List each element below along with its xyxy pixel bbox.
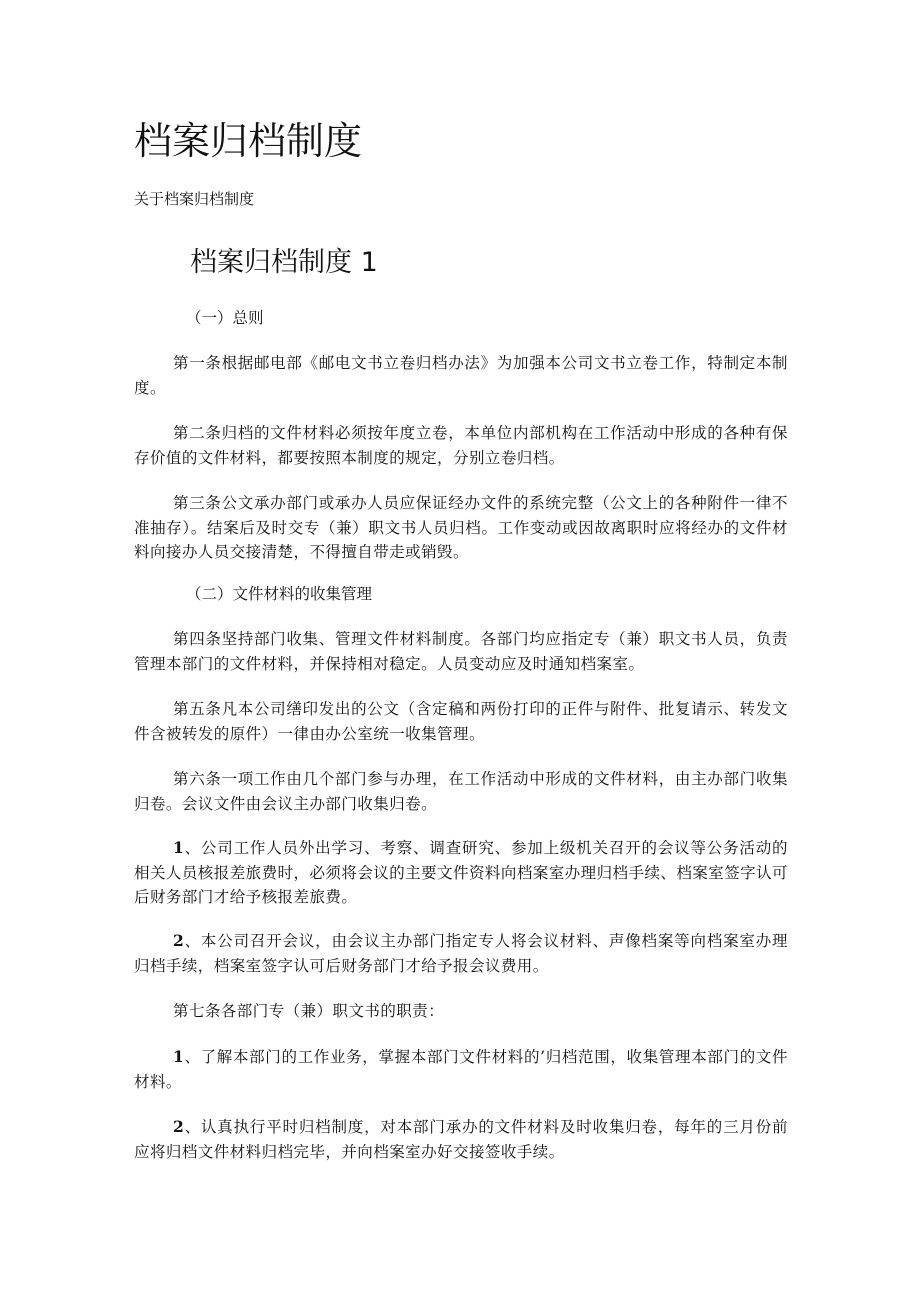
item-number: 2 — [173, 1117, 185, 1136]
paragraph-article-6: 第六条一项工作由几个部门参与办理，在工作活动中形成的文件材料，由主办部门收集归卷。会议文件由会议主办部门收集归卷。 — [134, 770, 788, 813]
paragraph-article-2: 第二条归档的文件材料必须按年度立卷，本单位内部机构在工作活动中形成的各种有保存价值的文件材料，都要按照本制度的规定，分别立卷归档。 — [134, 424, 788, 467]
document-subtitle: 关于档案归档制度 — [134, 190, 255, 208]
item-text: 、公司工作人员外出学习、考察、调查研究、参加上级机关召开的会议等公务活动的相关人员核报差旅费时，必须将会议的主要文件资料向档案室办理归档手续、档案室签字认可后财务部门才给予核报差旅费。 — [134, 839, 788, 906]
paragraph-article-6-item-2 — [134, 929, 788, 978]
item-number: 1 — [173, 838, 185, 857]
item-text: 、认真执行平时归档制度，对本部门承办的文件材料及时收集归卷，每年的三月份前应将归档文件材料归档完毕，并向档案室办好交接签收手续。 — [134, 1118, 788, 1161]
paragraph-article-7-item-1 — [134, 1045, 788, 1094]
paragraph-article-3: 第三条公文承办部门或承办人员应保证经办文件的系统完整（公文上的各种附件一律不准抽存）。结案后及时交专（兼）职文书人员归档。工作变动或因故离职时应将经办的文件材料向接办人员交接清楚，不得擅自带走或销毁。 — [134, 494, 788, 561]
paragraph-article-1: 第一条根据邮电部《邮电文书立卷归档办法》为加强本公司文书立卷工作，特制定本制度。 — [134, 354, 788, 397]
sub-heading-collection: （二）文件材料的收集管理 — [186, 585, 373, 603]
paragraph-article-5: 第五条凡本公司缮印发出的公文（含定稿和两份打印的正件与附件、批复请示、转发文件含被转发的原件）一律由办公室统一收集管理。 — [134, 700, 788, 743]
paragraph-article-7-item-2 — [134, 1115, 788, 1164]
item-text: 、了解本部门的工作业务，掌握本部门文件材料的’归档范围，收集管理本部门的文件材料。 — [134, 1048, 788, 1091]
sub-heading-general: （一）总则 — [186, 309, 264, 327]
paragraph-article-7: 第七条各部门专（兼）职文书的职责： — [173, 1002, 445, 1020]
item-text: 、本公司召开会议，由会议主办部门指定专人将会议材料、声像档案等向档案室办理归档手续，档案室签字认可后财务部门才给予报会议费用。 — [134, 932, 788, 975]
document-title: 档案归档制度 — [134, 119, 363, 163]
section-title: 档案归档制度 1 — [190, 247, 378, 278]
item-number: 1 — [173, 1047, 185, 1066]
paragraph-article-4: 第四条坚持部门收集、管理文件材料制度。各部门均应指定专（兼）职文书人员，负责管理本部门的文件材料，并保持相对稳定。人员变动应及时通知档案室。 — [134, 630, 788, 673]
item-number: 2 — [173, 931, 185, 950]
paragraph-article-6-item-1 — [134, 836, 788, 910]
